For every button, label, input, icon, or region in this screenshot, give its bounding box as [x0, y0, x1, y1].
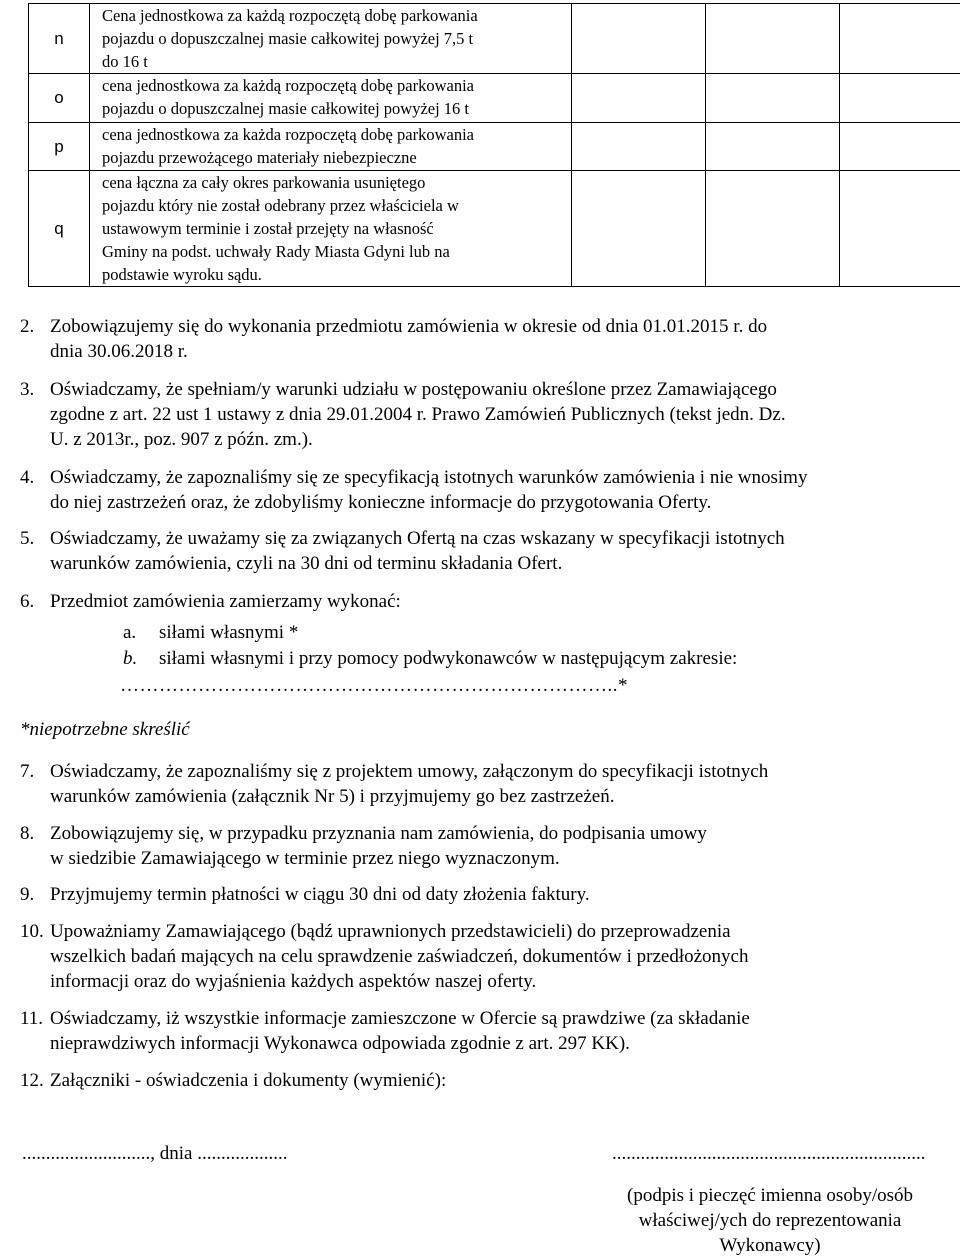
- row-letter: p: [29, 123, 90, 171]
- row-description: Cena jednostkowa za każdą rozpoczętą dobę parkowania pojazdu o dopuszczalnej masie całkowitej powyżej 7,5 t do 16 t: [90, 4, 572, 74]
- price-cell[interactable]: [840, 171, 960, 287]
- footnote: *niepotrzebne skreślić: [20, 719, 190, 741]
- price-cell[interactable]: [572, 74, 706, 123]
- row-description: cena jednostkowa za każda rozpoczętą dobę parkowania pojazdu przewożącego materiały niebezpieczne: [90, 123, 572, 171]
- price-cell[interactable]: [706, 123, 840, 171]
- price-cell[interactable]: [706, 171, 840, 287]
- paragraph-9: 9. Przyjmujemy termin płatności w ciągu 30 dni od daty złożenia faktury.: [20, 882, 913, 907]
- paragraph-10: 10. Upoważniamy Zamawiającego (bądź uprawnionych przedstawicieli) do przeprowadzenia wszelkich badań mających na celu sprawdzenie zaświadczeń, dokumentów i przedłożonych informacji oraz do wyjaśnienia każdych aspektów naszej oferty.: [20, 919, 913, 994]
- table-row: [29, 123, 960, 171]
- option-a: a. siłami własnymi *: [123, 620, 298, 645]
- paragraph-7: 7. Oświadczamy, że zapoznaliśmy się z projektem umowy, załączonym do specyfikacji istotnych warunków zamówienia (załącznik Nr 5) i przyjmujemy go bez zastrzeżeń.: [20, 759, 913, 809]
- table-row: [29, 74, 960, 123]
- row-letter: o: [29, 74, 90, 123]
- signature-line[interactable]: ..................................................................: [612, 1143, 926, 1165]
- paragraph-2: 2. Zobowiązujemy się do wykonania przedmiotu zamówienia w okresie od dnia 01.01.2015 r. do dnia 30.06.2018 r.: [20, 314, 913, 364]
- price-cell[interactable]: [840, 123, 960, 171]
- paragraph-5: 5. Oświadczamy, że uważamy się za związanych Ofertą na czas wskazany w specyfikacji istotnych warunków zamówienia, czyli na 30 dni od terminu składania Ofert.: [20, 526, 913, 576]
- price-cell[interactable]: [572, 4, 706, 74]
- row-description: cena jednostkowa za każdą rozpoczętą dobę parkowania pojazdu o dopuszczalnej masie całkowitej powyżej 16 t: [90, 74, 572, 123]
- row-letter: q: [29, 171, 90, 287]
- table-row: [29, 4, 960, 74]
- price-table: [28, 3, 960, 287]
- place-date-line[interactable]: ..........................., dnia ...................: [22, 1143, 287, 1165]
- paragraph-4: 4. Oświadczamy, że zapoznaliśmy się ze specyfikacją istotnych warunków zamówienia i nie wnosimy do niej zastrzeżeń oraz, że zdobyliśmy konieczne informacje do przygotowania Oferty.: [20, 465, 913, 515]
- price-cell[interactable]: [840, 4, 960, 74]
- price-cell[interactable]: [572, 171, 706, 287]
- table-row: [29, 171, 960, 287]
- price-cell[interactable]: [840, 74, 960, 123]
- price-cell[interactable]: [706, 74, 840, 123]
- paragraph-6: 6. Przedmiot zamówienia zamierzamy wykonać:: [20, 589, 913, 614]
- price-cell[interactable]: [706, 4, 840, 74]
- signature-caption: (podpis i pieczęć imienna osoby/osób właściwej/ych do reprezentowania Wykonawcy): [600, 1183, 940, 1258]
- option-b: b. siłami własnymi i przy pomocy podwykonawców w następującym zakresie:: [123, 646, 737, 671]
- paragraph-11: 11. Oświadczamy, iż wszystkie informacje zamieszczone w Ofercie są prawdziwe (za składanie nieprawdziwych informacji Wykonawca odpowiada zgodnie z art. 297 KK).: [20, 1006, 913, 1056]
- price-cell[interactable]: [572, 123, 706, 171]
- row-letter: n: [29, 4, 90, 74]
- paragraph-3: 3. Oświadczamy, że spełniam/y warunki udziału w postępowaniu określone przez Zamawiającego zgodne z art. 22 ust 1 ustawy z dnia 29.01.2004 r. Prawo Zamówień Publicznych (tekst jedn. Dz. U. z 2013r., poz. 907 z późn. zm.).: [20, 377, 913, 452]
- paragraph-12: 12. Załączniki - oświadczenia i dokumenty (wymienić):: [20, 1068, 913, 1093]
- subcontract-scope-dots[interactable]: …………………………………………………………………..*: [120, 675, 628, 697]
- row-description: cena łączna za cały okres parkowania usuniętego pojazdu który nie został odebrany przez właściciela w ustawowym terminie i został przejęty na własność Gminy na podst. uchwały Rady Miasta Gdyni lub na podstawie wyroku sądu.: [90, 171, 572, 287]
- paragraph-8: 8. Zobowiązujemy się, w przypadku przyznania nam zamówienia, do podpisania umowy w siedzibie Zamawiającego w terminie przez niego wyznaczonym.: [20, 821, 913, 871]
